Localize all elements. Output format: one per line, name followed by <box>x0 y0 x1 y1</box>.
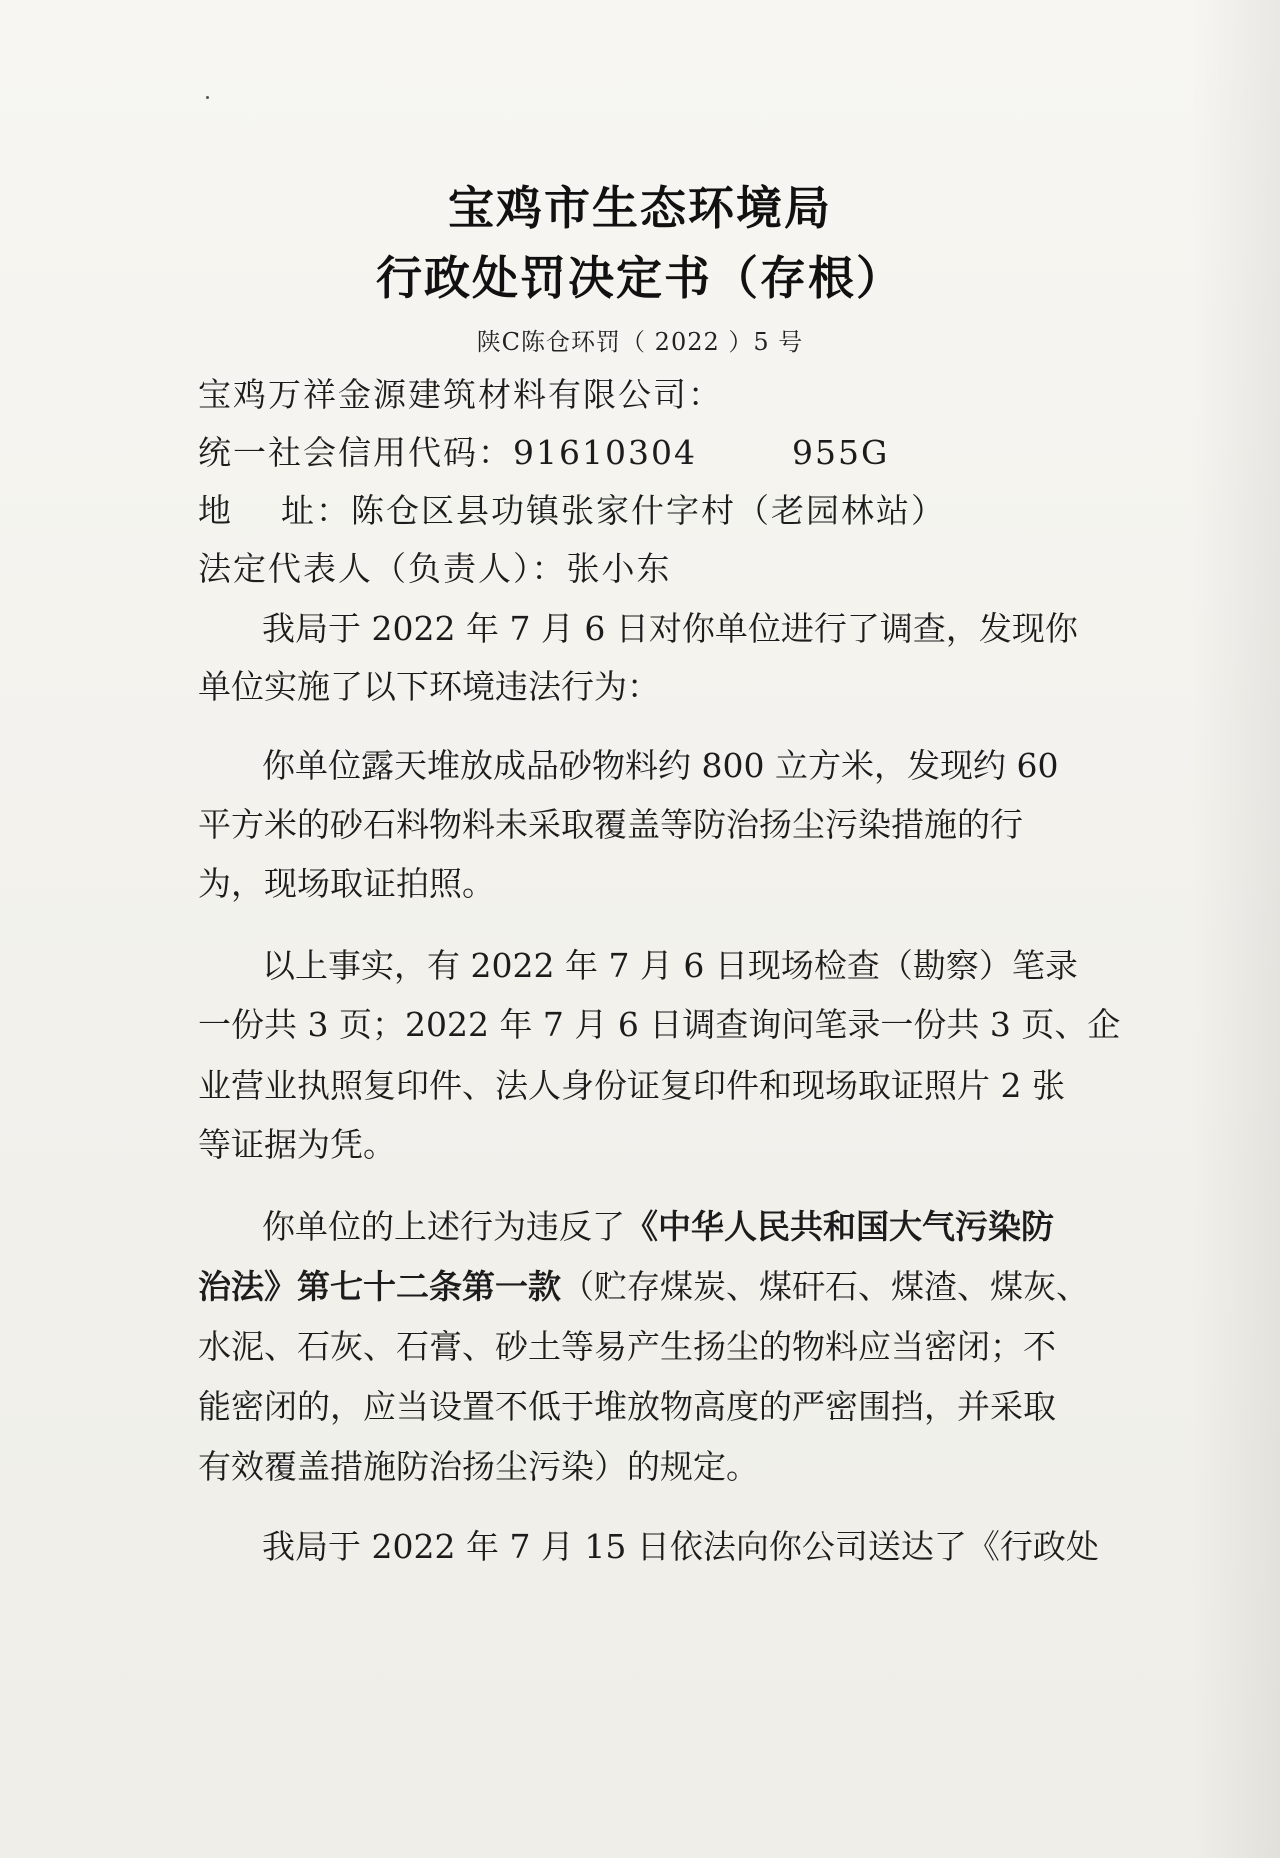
credit-code-part1: 91610304 <box>513 433 697 472</box>
paragraph-line: 单位实施了以下环境违法行为： <box>198 667 660 706</box>
address-label-2: 址： <box>281 491 351 530</box>
paragraph-line: 业营业执照复印件、法人身份证复印件和现场取证照片 2 张 <box>198 1066 1065 1105</box>
paragraph-line: 平方米的砂石料物料未采取覆盖等防治扬尘污染措施的行 <box>198 805 1023 844</box>
address-label-1: 地 <box>198 491 233 530</box>
credit-code-label: 统一社会信用代码： <box>198 433 513 472</box>
paragraph-line: 一份共 3 页；2022 年 7 月 6 日调查询问笔录一份共 3 页、企 <box>198 1005 1121 1044</box>
credit-code-part2: 955G <box>791 433 890 472</box>
paragraph-line: 等证据为凭。 <box>198 1125 396 1164</box>
agency-title: 宝鸡市生态环境局 <box>448 181 832 235</box>
paragraph-line: 能密闭的，应当设置不低于堆放物高度的严密围挡，并采取 <box>198 1387 1056 1426</box>
paragraph-text: （贮存煤炭、煤矸石、煤渣、煤灰、 <box>561 1267 1089 1306</box>
address-value: 陈仓区县功镇张家什字村（老园林站） <box>351 491 946 530</box>
paper-speck <box>206 96 209 99</box>
paragraph-line <box>262 1207 1054 1247</box>
law-citation: 《中华人民共和国大气污染防 <box>625 1207 1054 1246</box>
paragraph-text: 你单位的上述行为违反了 <box>262 1207 625 1246</box>
legal-representative: 法定代表人（负责人）：张小东 <box>198 549 672 588</box>
paragraph-line: 我局于 2022 年 7 月 6 日对你单位进行了调查，发现你 <box>262 609 1078 648</box>
document-title: 行政处罚决定书（存根） <box>376 251 904 305</box>
address-row <box>198 491 946 531</box>
paragraph-line: 为，现场取证拍照。 <box>198 864 495 903</box>
paragraph-line: 你单位露天堆放成品砂物料约 800 立方米，发现约 60 <box>262 746 1059 785</box>
paragraph-line <box>198 1267 1089 1307</box>
law-citation: 治法》第七十二条第一款 <box>198 1267 561 1306</box>
paragraph-line: 以上事实，有 2022 年 7 月 6 日现场检查（勘察）笔录 <box>262 946 1078 985</box>
paragraph-line: 我局于 2022 年 7 月 15 日依法向你公司送达了《行政处 <box>262 1527 1099 1566</box>
credit-code-row <box>198 433 889 473</box>
paragraph-line: 有效覆盖措施防治扬尘污染）的规定。 <box>198 1447 759 1486</box>
company-name: 宝鸡万祥金源建筑材料有限公司： <box>198 375 723 414</box>
paragraph-line: 水泥、石灰、石膏、砂土等易产生扬尘的物料应当密闭；不 <box>198 1327 1056 1366</box>
document-number: 陕C陈仓环罚（ 2022 ）5 号 <box>476 328 804 356</box>
